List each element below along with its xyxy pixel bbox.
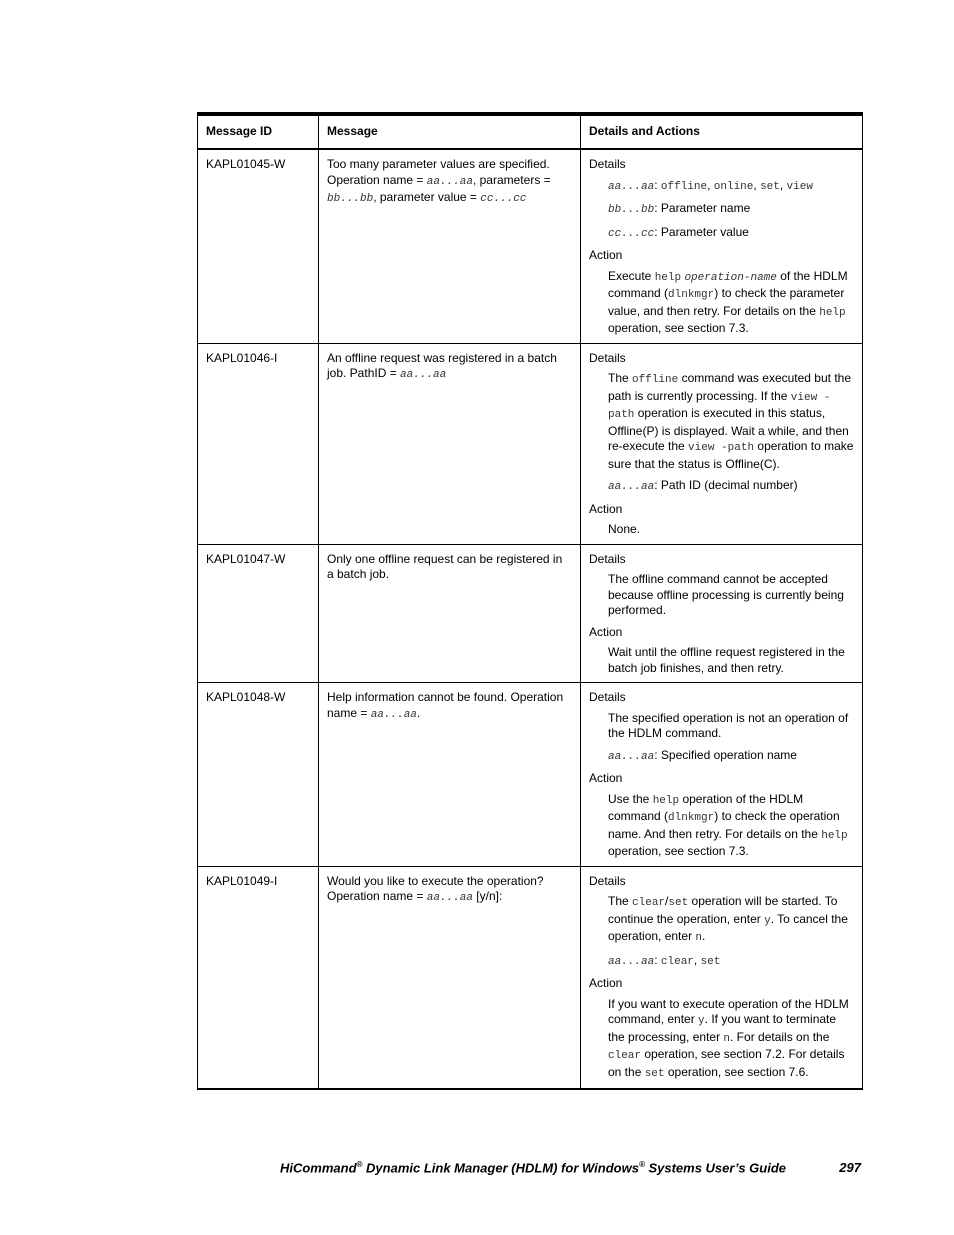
- details-actions-cell: [581, 149, 863, 343]
- action-text: Use the help operation of the HDLM command (dlnkmgr) to check the operation name. And then retry. For details on the help operation, see section 7.3.: [608, 791, 848, 858]
- details-label: Details: [589, 157, 626, 171]
- details-text: aa...aa: offline, online, set, view: [608, 177, 813, 193]
- header-message-id: Message ID: [198, 114, 319, 149]
- details-text: aa...aa: Specified operation name: [608, 747, 797, 763]
- action-label: Action: [589, 248, 623, 262]
- details-text: cc...cc: Parameter value: [608, 224, 749, 240]
- action-text: If you want to execute operation of the HDLM command, enter y. If you want to terminate the processing, enter n. For details on the clear operation, see section 7.2. For details on the set operation, see section 7.6.: [608, 996, 849, 1080]
- details-text: bb...bb: Parameter name: [608, 201, 751, 216]
- message-id-cell: KAPL01046-I: [198, 343, 319, 544]
- details-label: Details: [589, 551, 626, 566]
- table-row: [198, 866, 863, 1089]
- table-row: [198, 683, 863, 867]
- details-actions-cell: [581, 544, 863, 683]
- action-label: Action: [589, 501, 623, 516]
- footer-title: HiCommand® Dynamic Link Manager (HDLM) for Windows® Systems User’s Guide: [279, 1160, 786, 1176]
- action-label: Action: [589, 976, 623, 990]
- message-id-cell: KAPL01047-W: [198, 544, 319, 683]
- message-text-cell: An offline request was registered in a batch job. PathID = aa...aa: [319, 343, 581, 544]
- details-text: aa...aa: Path ID (decimal number): [608, 478, 798, 493]
- details-text: The offline command cannot be accepted because offline processing is currently being performed.: [608, 572, 844, 617]
- details-label: Details: [589, 690, 626, 704]
- details-label: Details: [589, 873, 626, 888]
- action-text: Execute help operation-name of the HDLM command (dlnkmgr) to check the parameter value, and then retry. For details on the help operation, see section 7.3.: [608, 268, 848, 335]
- details-text: aa...aa: clear, set: [608, 952, 721, 968]
- details-text: The offline command was executed but the path is currently processing. If the view -path operation is executed in this status, Offline(P) is displayed. Wait a while, and then re-execute the view -path operation to make sure that the status is Offline(C).: [608, 371, 854, 471]
- details-actions-cell: [581, 866, 863, 1089]
- table-row: [198, 149, 863, 343]
- page-number: 297: [839, 1160, 861, 1175]
- details-label: Details: [589, 350, 626, 365]
- message-id-cell: KAPL01045-W: [198, 149, 319, 343]
- details-actions-cell: [581, 683, 863, 867]
- message-text-cell: Would you like to execute the operation? Operation name = aa...aa [y/n]:: [319, 866, 581, 1089]
- message-text-cell: Help information cannot be found. Operation name = aa...aa.: [319, 683, 581, 867]
- action-text: Wait until the offline request registered in the batch job finishes, and then retry.: [608, 645, 845, 675]
- action-label: Action: [589, 771, 623, 785]
- action-text: None.: [608, 522, 641, 536]
- message-text-cell: Only one offline request can be registered in a batch job.: [319, 544, 581, 683]
- action-label: Action: [589, 624, 623, 639]
- header-message: Message: [319, 114, 581, 149]
- table-row: [198, 343, 863, 544]
- header-details-actions: Details and Actions: [581, 114, 863, 149]
- details-actions-cell: [581, 343, 863, 544]
- table-row: [198, 544, 863, 683]
- message-id-cell: KAPL01048-W: [198, 683, 319, 867]
- details-text: The clear/set operation will be started. To continue the operation, enter y. To cancel the operation, enter n.: [608, 894, 848, 944]
- details-text: The specified operation is not an operation of the HDLM command.: [608, 710, 849, 740]
- message-table: [197, 112, 863, 1090]
- message-id-cell: KAPL01049-I: [198, 866, 319, 1089]
- header-row: [198, 114, 863, 149]
- message-text-cell: Too many parameter values are specified. Operation name = aa...aa, parameters = bb...bb, parameter value = cc...cc: [319, 149, 581, 343]
